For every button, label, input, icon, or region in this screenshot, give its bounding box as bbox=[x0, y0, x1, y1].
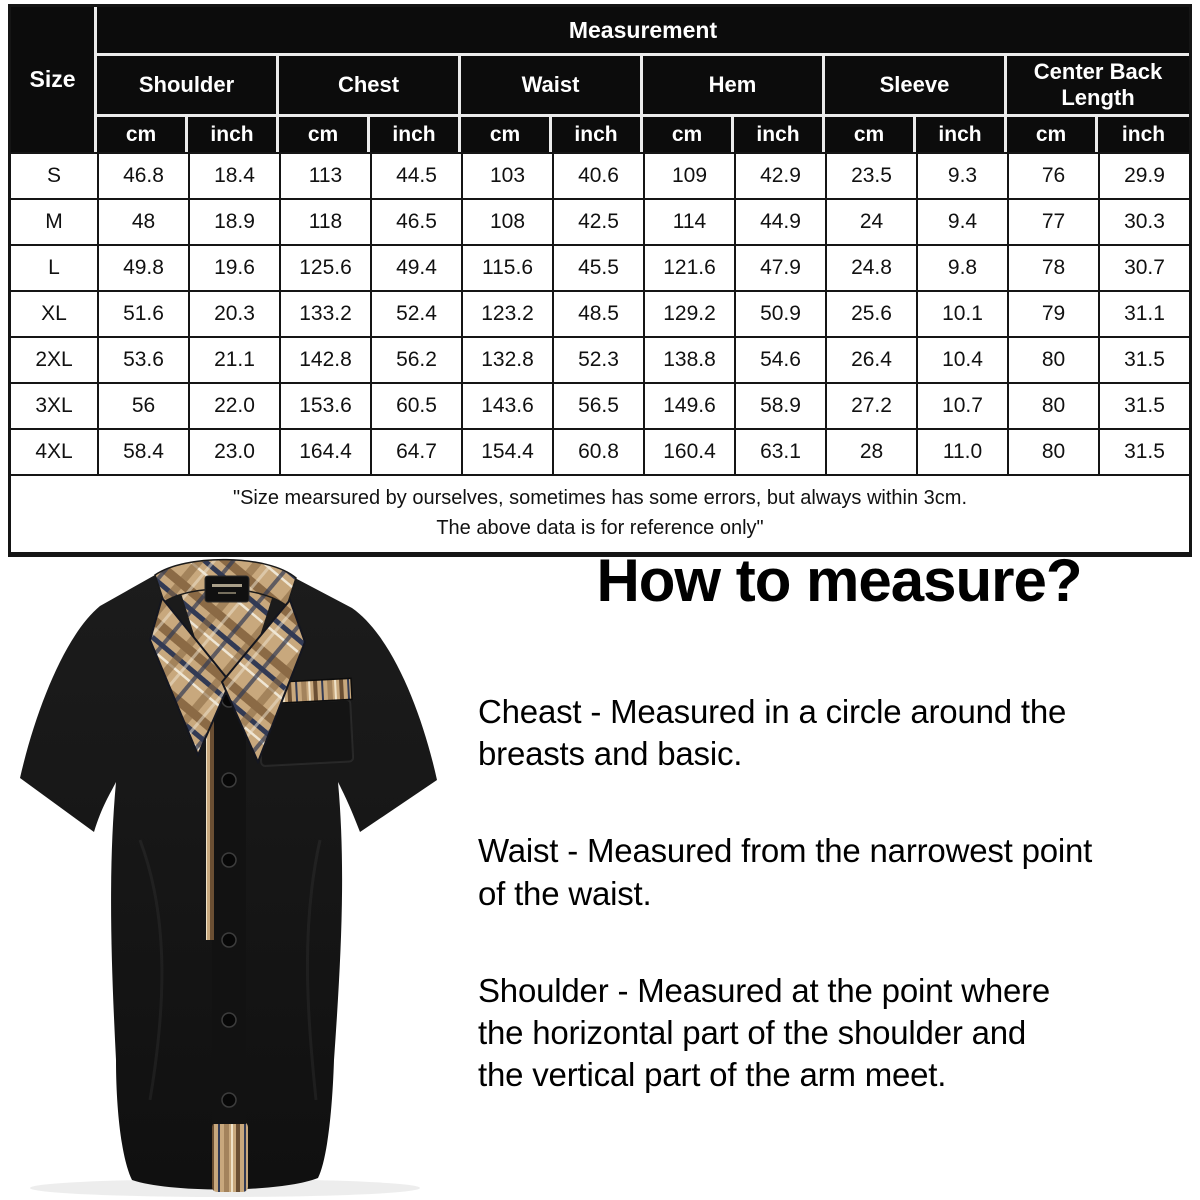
measurement-value-cell: 10.4 bbox=[916, 336, 1007, 382]
instruction-line: the horizontal part of the shoulder and bbox=[478, 1014, 1027, 1052]
size-rows bbox=[11, 152, 1189, 474]
size-row bbox=[11, 382, 1189, 428]
size-cell: S bbox=[11, 152, 97, 198]
brand-label bbox=[205, 576, 249, 602]
unit-header: cm bbox=[643, 117, 734, 152]
measurement-value-cell: 47.9 bbox=[734, 244, 825, 290]
measurement-value-cell: 114 bbox=[643, 198, 734, 244]
measurement-value-cell: 60.5 bbox=[370, 382, 461, 428]
measurement-value-cell: 44.5 bbox=[370, 152, 461, 198]
group-header: Hem bbox=[643, 56, 825, 117]
unit-header-row bbox=[11, 117, 1189, 152]
measurement-value-cell: 118 bbox=[279, 198, 370, 244]
measurement-value-cell: 40.6 bbox=[552, 152, 643, 198]
size-cell: 3XL bbox=[11, 382, 97, 428]
measurement-value-cell: 10.1 bbox=[916, 290, 1007, 336]
measurement-value-cell: 115.6 bbox=[461, 244, 552, 290]
unit-header: inch bbox=[552, 117, 643, 152]
measurement-value-cell: 76 bbox=[1007, 152, 1098, 198]
measurement-value-cell: 125.6 bbox=[279, 244, 370, 290]
product-photo bbox=[0, 540, 460, 1200]
measurement-value-cell: 46.8 bbox=[97, 152, 188, 198]
measure-instruction bbox=[478, 970, 1200, 1097]
button-icon bbox=[222, 773, 236, 787]
measurement-value-cell: 30.3 bbox=[1098, 198, 1189, 244]
measurement-value-cell: 24.8 bbox=[825, 244, 916, 290]
measurement-value-cell: 49.4 bbox=[370, 244, 461, 290]
button-icon bbox=[222, 933, 236, 947]
measurement-value-cell: 42.9 bbox=[734, 152, 825, 198]
measurement-value-cell: 50.9 bbox=[734, 290, 825, 336]
measurement-value-cell: 9.8 bbox=[916, 244, 1007, 290]
measurement-value-cell: 9.4 bbox=[916, 198, 1007, 244]
instruction-line: of the waist. bbox=[478, 874, 652, 912]
measurement-value-cell: 143.6 bbox=[461, 382, 552, 428]
group-header: Center Back Length bbox=[1007, 56, 1189, 117]
measurement-value-cell: 21.1 bbox=[188, 336, 279, 382]
measurement-value-cell: 133.2 bbox=[279, 290, 370, 336]
measurement-value-cell: 30.7 bbox=[1098, 244, 1189, 290]
unit-header: inch bbox=[188, 117, 279, 152]
measurement-value-cell: 28 bbox=[825, 428, 916, 474]
measurement-value-cell: 19.6 bbox=[188, 244, 279, 290]
measurement-value-cell: 24 bbox=[825, 198, 916, 244]
size-cell: M bbox=[11, 198, 97, 244]
measurement-value-cell: 164.4 bbox=[279, 428, 370, 474]
measurement-value-cell: 121.6 bbox=[643, 244, 734, 290]
measurement-value-cell: 18.9 bbox=[188, 198, 279, 244]
measurement-value-cell: 60.8 bbox=[552, 428, 643, 474]
measurement-value-cell: 109 bbox=[643, 152, 734, 198]
measurement-value-cell: 160.4 bbox=[643, 428, 734, 474]
instruction-line: breasts and basic. bbox=[478, 735, 743, 773]
measurement-value-cell: 77 bbox=[1007, 198, 1098, 244]
measurement-value-cell: 26.4 bbox=[825, 336, 916, 382]
button-icon bbox=[222, 1013, 236, 1027]
unit-header: cm bbox=[825, 117, 916, 152]
button-icon bbox=[222, 1093, 236, 1107]
unit-header: inch bbox=[1098, 117, 1189, 152]
hem-plaid-trim bbox=[212, 1122, 248, 1192]
size-row bbox=[11, 290, 1189, 336]
size-row bbox=[11, 152, 1189, 198]
instruction-paragraphs bbox=[478, 691, 1200, 1097]
measurement-value-cell: 20.3 bbox=[188, 290, 279, 336]
measurement-value-cell: 31.5 bbox=[1098, 382, 1189, 428]
measure-instruction bbox=[478, 830, 1200, 914]
measurement-title: Measurement bbox=[97, 7, 1189, 56]
measurement-value-cell: 10.7 bbox=[916, 382, 1007, 428]
measurement-value-cell: 18.4 bbox=[188, 152, 279, 198]
instruction-line: the vertical part of the arm meet. bbox=[478, 1056, 947, 1094]
measurement-value-cell: 113 bbox=[279, 152, 370, 198]
measurement-value-cell: 154.4 bbox=[461, 428, 552, 474]
measurement-value-cell: 51.6 bbox=[97, 290, 188, 336]
instruction-line: Shoulder - Measured at the point where bbox=[478, 971, 1051, 1009]
unit-header: cm bbox=[461, 117, 552, 152]
measurement-value-cell: 108 bbox=[461, 198, 552, 244]
measurement-value-cell: 54.6 bbox=[734, 336, 825, 382]
measurement-value-cell: 123.2 bbox=[461, 290, 552, 336]
measurement-value-cell: 56.5 bbox=[552, 382, 643, 428]
measurement-value-cell: 9.3 bbox=[916, 152, 1007, 198]
measurement-value-cell: 27.2 bbox=[825, 382, 916, 428]
group-header-row bbox=[11, 56, 1189, 117]
measurement-value-cell: 149.6 bbox=[643, 382, 734, 428]
measurement-value-cell: 49.8 bbox=[97, 244, 188, 290]
measurement-value-cell: 31.5 bbox=[1098, 336, 1189, 382]
measurement-value-cell: 48.5 bbox=[552, 290, 643, 336]
measurement-value-cell: 29.9 bbox=[1098, 152, 1189, 198]
size-row bbox=[11, 244, 1189, 290]
size-row bbox=[11, 428, 1189, 474]
measurement-value-cell: 46.5 bbox=[370, 198, 461, 244]
measurement-value-cell: 58.4 bbox=[97, 428, 188, 474]
measurement-value-cell: 56 bbox=[97, 382, 188, 428]
measurement-value-cell: 138.8 bbox=[643, 336, 734, 382]
measurement-value-cell: 64.7 bbox=[370, 428, 461, 474]
measurement-value-cell: 48 bbox=[97, 198, 188, 244]
button-icon bbox=[222, 853, 236, 867]
measurement-value-cell: 142.8 bbox=[279, 336, 370, 382]
measurement-value-cell: 79 bbox=[1007, 290, 1098, 336]
placket bbox=[212, 678, 246, 1124]
measurement-value-cell: 44.9 bbox=[734, 198, 825, 244]
size-column-header: Size bbox=[11, 7, 97, 152]
unit-header: inch bbox=[916, 117, 1007, 152]
measurement-value-cell: 23.5 bbox=[825, 152, 916, 198]
measurement-value-cell: 53.6 bbox=[97, 336, 188, 382]
measurement-value-cell: 52.4 bbox=[370, 290, 461, 336]
group-header: Chest bbox=[279, 56, 461, 117]
measurement-value-cell: 23.0 bbox=[188, 428, 279, 474]
disclaimer-line-1: "Size mearsured by ourselves, sometimes has some errors, but always within 3cm. bbox=[232, 487, 968, 509]
measurement-value-cell: 80 bbox=[1007, 382, 1098, 428]
group-header: Sleeve bbox=[825, 56, 1007, 117]
measurement-value-cell: 132.8 bbox=[461, 336, 552, 382]
measurement-value-cell: 56.2 bbox=[370, 336, 461, 382]
group-header: Shoulder bbox=[97, 56, 279, 117]
measure-instructions bbox=[478, 546, 1200, 1152]
size-cell: L bbox=[11, 244, 97, 290]
instruction-line: Waist - Measured from the narrowest point bbox=[478, 832, 1093, 870]
measurement-value-cell: 58.9 bbox=[734, 382, 825, 428]
measurement-value-cell: 31.1 bbox=[1098, 290, 1189, 336]
unit-header: inch bbox=[734, 117, 825, 152]
measurement-value-cell: 103 bbox=[461, 152, 552, 198]
size-cell: 2XL bbox=[11, 336, 97, 382]
measurement-value-cell: 45.5 bbox=[552, 244, 643, 290]
measurement-value-cell: 42.5 bbox=[552, 198, 643, 244]
measurement-value-cell: 80 bbox=[1007, 428, 1098, 474]
measurement-value-cell: 31.5 bbox=[1098, 428, 1189, 474]
size-cell: 4XL bbox=[11, 428, 97, 474]
measurement-value-cell: 63.1 bbox=[734, 428, 825, 474]
measure-instruction bbox=[478, 691, 1200, 775]
measurement-value-cell: 129.2 bbox=[643, 290, 734, 336]
unit-header: cm bbox=[279, 117, 370, 152]
unit-header: cm bbox=[1007, 117, 1098, 152]
size-row bbox=[11, 198, 1189, 244]
measurement-value-cell: 25.6 bbox=[825, 290, 916, 336]
disclaimer-line-2: The above data is for reference only" bbox=[436, 517, 764, 539]
size-chart-table bbox=[8, 4, 1192, 557]
size-cell: XL bbox=[11, 290, 97, 336]
instruction-line: Cheast - Measured in a circle around the bbox=[478, 693, 1067, 730]
size-chart-header bbox=[11, 7, 1189, 152]
unit-header: cm bbox=[97, 117, 188, 152]
measurement-value-cell: 22.0 bbox=[188, 382, 279, 428]
measurement-value-cell: 153.6 bbox=[279, 382, 370, 428]
measurement-value-cell: 78 bbox=[1007, 244, 1098, 290]
measurement-value-cell: 80 bbox=[1007, 336, 1098, 382]
measurement-value-cell: 11.0 bbox=[916, 428, 1007, 474]
group-header: Waist bbox=[461, 56, 643, 117]
measurement-value-cell: 52.3 bbox=[552, 336, 643, 382]
size-row bbox=[11, 336, 1189, 382]
shirt-illustration bbox=[0, 540, 460, 1200]
unit-header: inch bbox=[370, 117, 461, 152]
section-heading: How to measure? bbox=[596, 547, 1082, 614]
